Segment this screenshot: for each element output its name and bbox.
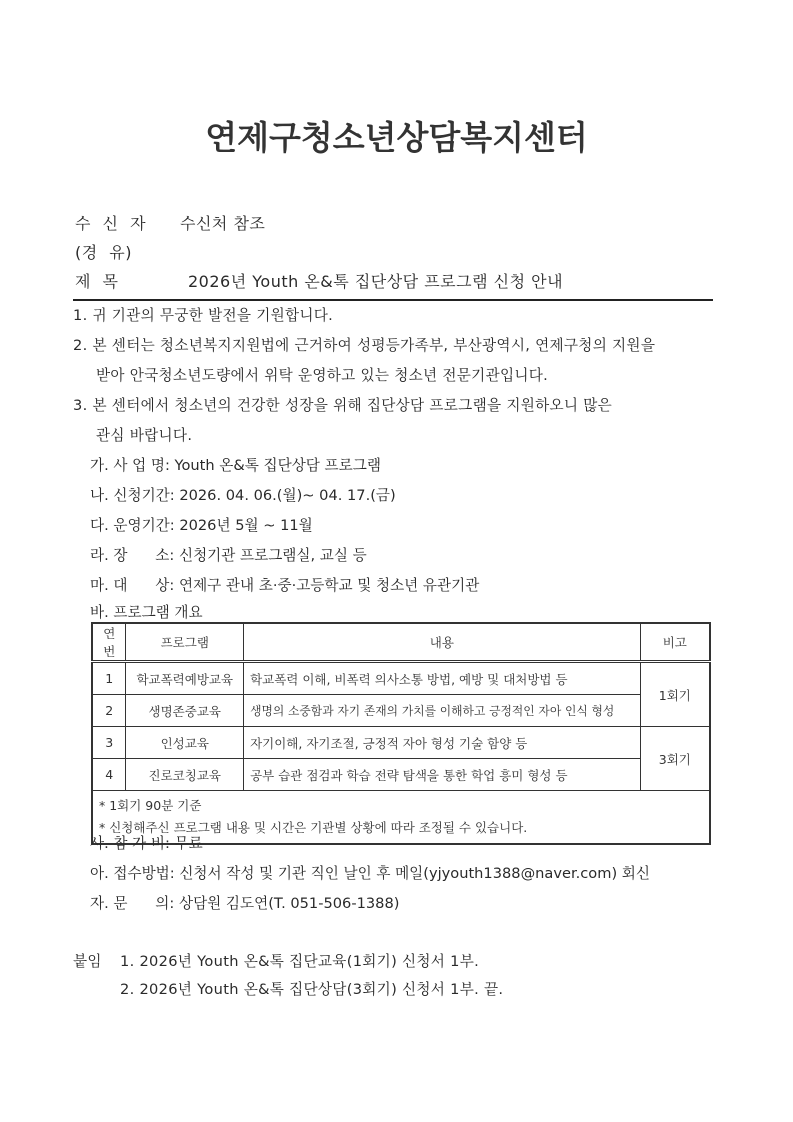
item-key: 라. 장 소: (90, 547, 175, 564)
subject-row (75, 269, 563, 292)
via-label: (경 유) (75, 243, 132, 262)
attachment-1: 1. 2026년 Youth 온&톡 집단교육(1회기) 신청서 1부. (120, 953, 480, 970)
paragraph-3-line-2: 관심 바랍니다. (96, 427, 193, 444)
item-value: 연제구 관내 초·중·고등학교 및 청소년 유관기관 (178, 577, 480, 594)
item-business-name (90, 454, 381, 475)
item-location (90, 544, 367, 565)
item-value: 2026. 04. 06.(월)~ 04. 17.(금) (179, 487, 396, 504)
item-key: 마. 대 상: (90, 577, 175, 594)
organization-title: 연제구청소년상담복지센터 (205, 118, 588, 157)
cell-program: 학교폭력예방교육 (126, 662, 244, 695)
cell-no: 4 (92, 759, 126, 791)
cell-content: 자기이해, 자기조절, 긍정적 자아 형성 기술 함양 등 (244, 727, 641, 759)
subject-label: 제 목 (75, 272, 119, 291)
cell-remark: 1회기 (640, 662, 710, 727)
cell-remark: 3회기 (640, 727, 710, 791)
item-operation-period (90, 514, 313, 535)
item-inquiry (90, 892, 399, 913)
table-row (92, 695, 710, 727)
note-2: * 신청해주신 프로그램 내용 및 시간은 기관별 상황에 따라 조정될 수 있습니다. (99, 820, 528, 835)
cell-content: 공부 습관 점검과 학습 전략 탐색을 통한 학업 흥미 형성 등 (244, 759, 641, 791)
item-value: 2026년 5월 ~ 11월 (179, 517, 313, 534)
item-value: 신청기관 프로그램실, 교실 등 (178, 547, 367, 564)
item-value: Youth 온&톡 집단상담 프로그램 (174, 457, 381, 474)
item-value: 신청서 작성 및 기관 직인 날인 후 메일(yjyouth1388@naver.com) 회신 (179, 865, 650, 882)
cell-no: 1 (92, 662, 126, 695)
subject-value: 2026년 Youth 온&톡 집단상담 프로그램 신청 안내 (188, 272, 564, 291)
item-application-period (90, 484, 396, 505)
attachments-label: 붙임 (73, 953, 102, 970)
item-program-overview (90, 601, 203, 622)
paragraph-2-line-1: 2. 본 센터는 청소년복지지원법에 근거하여 성평등가족부, 부산광역시, 연제구청의 지원을 (73, 337, 656, 354)
attachment-2: 2. 2026년 Youth 온&톡 집단상담(3회기) 신청서 1부. 끝. (120, 981, 504, 998)
note-1: * 1회기 90분 기준 (99, 798, 202, 813)
item-key: 사. 참 가 비: (90, 835, 170, 852)
cell-content: 생명의 소중함과 자기 존재의 가치를 이해하고 긍정적인 자아 인식 형성 (244, 695, 641, 727)
item-key: 가. 사 업 명: (90, 457, 170, 474)
item-value: 무료 (174, 835, 203, 852)
paragraph-2-line-2: 받아 안국청소년도량에서 위탁 운영하고 있는 청소년 전문기관입니다. (96, 367, 549, 384)
recipient-row (75, 211, 265, 234)
item-key: 자. 문 의: (90, 895, 175, 912)
header-content: 내용 (244, 623, 641, 662)
cell-no: 3 (92, 727, 126, 759)
item-submission-method (90, 862, 650, 883)
header-divider (73, 299, 713, 301)
header-program: 프로그램 (126, 623, 244, 662)
table-header-row (92, 623, 710, 662)
item-key: 다. 운영기간: (90, 517, 175, 534)
table-row (92, 662, 710, 695)
paragraph-1: 1. 귀 기관의 무궁한 발전을 기원합니다. (73, 307, 334, 324)
paragraph-3-line-1: 3. 본 센터에서 청소년의 건강한 성장을 위해 집단상담 프로그램을 지원하오니 많은 (73, 397, 613, 414)
item-value: 상담원 김도연(T. 051-506-1388) (178, 895, 400, 912)
program-table (91, 622, 711, 845)
header-remark: 비고 (640, 623, 710, 662)
recipient-value: 수신처 참조 (180, 214, 266, 233)
cell-program: 생명존중교육 (126, 695, 244, 727)
cell-program: 진로코칭교육 (126, 759, 244, 791)
item-fee (90, 832, 203, 853)
item-key: 나. 신청기간: (90, 487, 175, 504)
cell-program: 인성교육 (126, 727, 244, 759)
table-row (92, 727, 710, 759)
table-row (92, 759, 710, 791)
cell-content: 학교폭력 이해, 비폭력 의사소통 방법, 예방 및 대처방법 등 (244, 662, 641, 695)
header-no: 연번 (92, 623, 126, 662)
cell-no: 2 (92, 695, 126, 727)
recipient-label: 수 신 자 (75, 214, 147, 233)
item-key: 아. 접수방법: (90, 865, 175, 882)
item-target (90, 574, 479, 595)
via-row (75, 240, 180, 263)
item-key: 바. 프로그램 개요 (90, 604, 203, 621)
